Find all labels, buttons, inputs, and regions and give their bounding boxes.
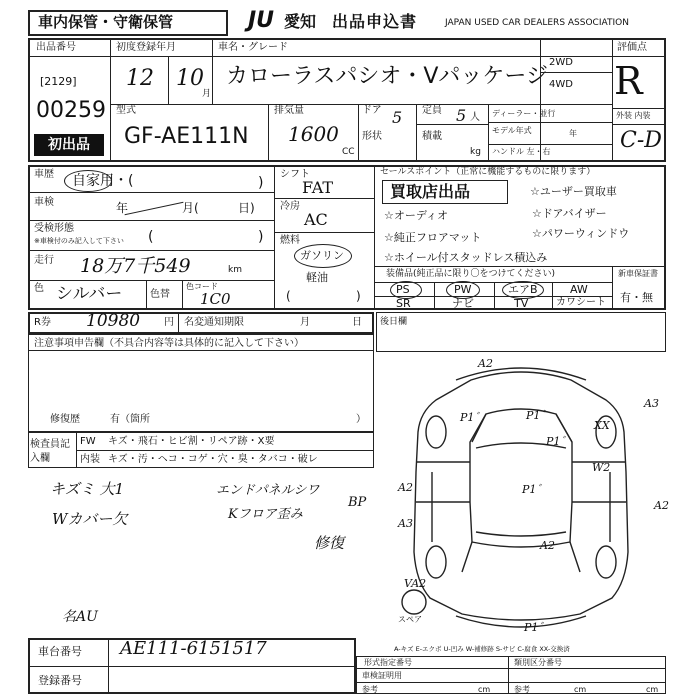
equip-navi: ナビ (452, 297, 474, 310)
vehicle-type-close: ) (258, 175, 264, 191)
mark-a2-left: A2 (398, 481, 413, 494)
inspection-day: 日) (238, 201, 255, 215)
grade-value: R (614, 59, 643, 103)
year-unit: 年 (569, 129, 577, 138)
load-unit: kg (470, 147, 481, 157)
displacement-unit: CC (342, 147, 355, 157)
spec-label: 形式指定番号 (364, 658, 412, 667)
equip-circle-ps (390, 281, 422, 299)
capacity: 5 (456, 106, 467, 125)
association-name: JAPAN USED CAR DEALERS ASSOCIATION (445, 18, 629, 28)
drive-2wd: 2WD (549, 57, 573, 68)
model-year-label: モデル年式 (492, 126, 532, 135)
sales-item-4: ☆純正フロアマット (384, 231, 482, 244)
mark-p1-right: P1゛ (546, 435, 572, 448)
cm-unit-3: cm (646, 685, 659, 694)
sales-item-1: ☆ユーザー買取車 (530, 185, 617, 198)
capacity-unit: 人 (470, 112, 480, 123)
lot-label: 出品番号 (36, 42, 76, 53)
model-code: GF-AE111N (124, 124, 249, 149)
interior-items: キズ・汚・ヘコ・コゲ・穴・臭・タバコ・破レ (108, 454, 318, 465)
registration-label: 初度登録年月 (116, 42, 176, 53)
shape-label: 形状 (362, 131, 382, 142)
shift-value: FAT (302, 178, 334, 197)
fuel-circle (294, 244, 352, 268)
sales-headline: 買取店出品 (390, 182, 471, 201)
mark-w2: W2 (592, 461, 611, 474)
aircon-label: 冷房 (280, 201, 300, 212)
doors: 5 (392, 108, 403, 127)
inspection-month: 月( (182, 201, 199, 215)
vehicle-type-label: 車歴 (34, 169, 54, 180)
acceptance-label: 受検形態 (34, 223, 74, 234)
equip-circle-pw (446, 281, 480, 299)
car-name-label: 車名・グレード (218, 42, 288, 53)
lot-code: [2129] (40, 75, 77, 88)
damage-legend: A-キズ E-エクボ U-凹み W-補修跡 S-サビ C-腐食 XX-交換済 (394, 645, 570, 653)
color-label: 色 (34, 283, 44, 294)
repair-value: 有（箇所 (110, 414, 150, 425)
drive-4wd: 4WD (549, 79, 573, 90)
equip-pw: PW (454, 283, 472, 296)
mark-a2-right: A2 (654, 499, 669, 512)
color-code-value: 1C0 (200, 290, 231, 308)
recycle-value: 10980 (86, 311, 141, 331)
car-name: カローラスパシオ・Vパッケージ (226, 64, 548, 89)
repair-label: 修復歴 (50, 414, 80, 425)
chassis-number: AE111-6151517 (120, 638, 267, 659)
color-change-label: 色替 (150, 289, 170, 300)
doors-label: ドア (362, 105, 382, 116)
category-label: 類別区分番号 (514, 658, 562, 667)
equip-circle-airbag (502, 281, 544, 299)
mark-p1-top: P1゛ (526, 409, 552, 422)
registration-month: 10 (176, 66, 204, 91)
load-label: 積載 (422, 131, 442, 142)
lot-number: 00259 (36, 98, 106, 123)
remark-2: Wカバー欠 (52, 510, 128, 528)
equip-airbag: エアB (508, 283, 538, 296)
mileage-label: 走行 (34, 255, 54, 266)
sales-points-label: セールスポイント（正常に機能するものに限ります） (380, 167, 596, 177)
ref-label-2: 参考 (514, 685, 530, 694)
mark-p1-left: P1゛ (460, 411, 486, 424)
shift-label: シフト (280, 169, 310, 180)
mark-p1-lower: A2 (540, 539, 555, 552)
cm-unit-1: cm (478, 685, 491, 694)
mark-xx: XX (594, 419, 610, 432)
remark-7: 名AU (62, 609, 98, 625)
form-title: 出品申込書 (332, 12, 418, 31)
mark-a2-front: A2 (478, 357, 493, 370)
cert-label: 車検証明用 (362, 671, 402, 680)
notes-label: 注意事項申告欄（不具合内容等は具体的に記入して下さい） (34, 338, 304, 349)
after-box (376, 312, 666, 352)
remark-4: Kフロア歪み (228, 507, 303, 522)
equip-sr: SR (396, 297, 411, 310)
grade-label: 評価点 (617, 42, 647, 53)
fuel-paren-close: ) (356, 289, 361, 303)
mark-a3-right: A3 (644, 397, 659, 410)
color-value: シルバー (56, 284, 123, 304)
storage-note: 車内保管・守衛保管 (38, 13, 174, 31)
mark-p1-rear: P1゛ (524, 621, 550, 634)
cm-unit-2: cm (574, 685, 587, 694)
mileage-value: 18万7千549 (80, 255, 191, 277)
displacement-label: 排気量 (274, 105, 304, 116)
color-code-label: 色コード (186, 282, 218, 291)
acceptance-note: ※車検付のみ記入して下さい (34, 237, 124, 245)
registration-month-unit: 月 (202, 89, 212, 99)
capacity-label: 定員 (422, 105, 442, 116)
vehicle-type-value: 自家用・( (72, 173, 134, 189)
mark-p1-center: P1゛ (522, 483, 548, 496)
after-label: 後日欄 (380, 317, 408, 327)
ref-label-1: 参考 (362, 685, 378, 694)
ext-int-value: C-D (620, 128, 662, 153)
equipment-label: 装備品(純正品に限り〇をつけてください) (386, 269, 556, 279)
equip-ps: PS (396, 283, 410, 296)
handle-label: ハンドル 左・右 (492, 147, 551, 156)
fuel-label: 燃料 (280, 235, 300, 246)
name-change-day: 日 (352, 317, 362, 328)
name-change-month: 月 (300, 317, 310, 328)
fuel-paren-open: ( (286, 289, 291, 303)
dealer-label: ディーラー・並行 (492, 109, 556, 118)
car-damage-diagram (376, 352, 666, 642)
registration-number-label: 登録番号 (38, 674, 82, 687)
sales-item-5: ☆パワーウィンドウ (532, 227, 630, 240)
spare-label: スペア (398, 615, 422, 624)
acceptance-close: ) (258, 229, 264, 245)
equip-leather: カワシート (556, 297, 606, 308)
sales-item-6: ☆ホイール付スタッドレス積込み (384, 251, 548, 264)
model-label: 型式 (116, 105, 136, 116)
repair-close: ） (356, 414, 366, 425)
remark-5: 修復 (314, 534, 345, 552)
fuel-gas: ガソリン (300, 249, 344, 262)
mileage-unit: km (228, 265, 242, 275)
sales-item-2: ☆オーディオ (384, 209, 448, 222)
recycle-unit: 円 (164, 317, 174, 328)
equip-aw: AW (570, 283, 588, 296)
ju-logo: JU (248, 8, 275, 33)
remark-6: BP (348, 495, 367, 510)
chassis-label: 車台番号 (38, 645, 82, 658)
remark-1: キズミ 大1 (50, 480, 125, 498)
branch-name: 愛知 (284, 12, 317, 31)
sales-item-3: ☆ドアバイザー (532, 207, 607, 220)
registration-year: 12 (126, 66, 154, 91)
first-listing-badge: 初出品 (34, 134, 104, 156)
circle-mark (64, 170, 112, 192)
mark-a3-left: A3 (398, 517, 413, 530)
name-change-label: 名変通知期限 (184, 317, 244, 328)
inspection-year: 年 (116, 201, 129, 215)
acceptance-value: ( (148, 229, 154, 245)
fw-items: キズ・飛石・ヒビ割・リペア跡・X要 (108, 436, 275, 447)
inspector-label: 検査員記入欄 (30, 439, 70, 464)
new-car-guarantee-label: 新車保証書 (618, 269, 658, 278)
recycle-label: R券 (34, 317, 51, 328)
remark-3: エンドパネルシワ (216, 483, 320, 498)
ext-int-label: 外装 内装 (616, 111, 651, 120)
inspection-label: 車検 (34, 197, 54, 208)
new-car-guarantee-value: 有・無 (620, 291, 653, 304)
interior-label: 内装 (80, 454, 100, 465)
fuel-diesel: 軽油 (306, 271, 328, 284)
fw-label: FW (80, 436, 96, 447)
mark-va2: VA2 (404, 577, 427, 590)
equip-tv: TV (514, 297, 529, 310)
aircon-value: AC (304, 210, 328, 229)
displacement: 1600 (288, 122, 339, 146)
